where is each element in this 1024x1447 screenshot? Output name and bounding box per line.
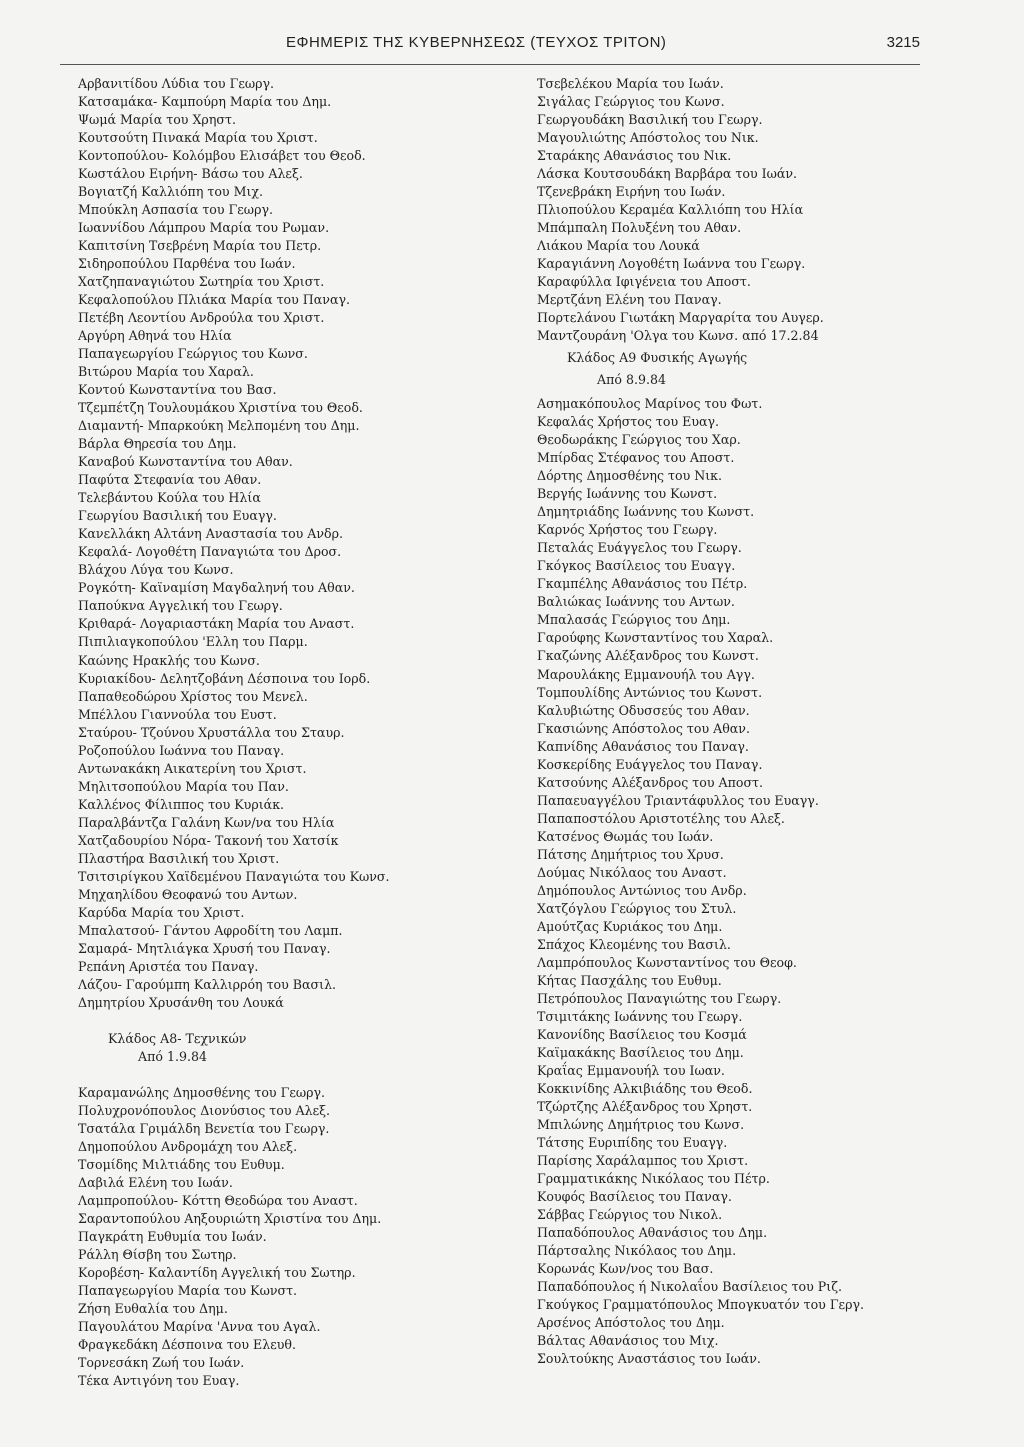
list-item: Γραμματικάκης Νικόλαος του Πέτρ. <box>537 1170 770 1186</box>
list-item: Ρογκότη- Καϊναμίση Μαγδαληνή του Αθαν. <box>78 580 355 596</box>
list-item: Σαραντοπούλου Αηξουριώτη Χριστίνα του Δημ. <box>78 1210 382 1226</box>
list-item: Γεωργίου Βασιλική του Ευαγγ. <box>78 508 277 524</box>
list-item: Καπνίδης Αθανάσιος του Παναγ. <box>537 738 749 754</box>
list-item: Μπιλώνης Δημήτριος του Κωνσ. <box>537 1116 745 1132</box>
right-entries-b <box>537 395 977 1368</box>
list-item: Κατσένος Θωμάς του Ιωάν. <box>537 828 714 844</box>
list-item: Σουλτούκης Αναστάσιος του Ιωάν. <box>537 1351 761 1367</box>
list-item: Κανονίδης Βασίλειος του Κοσμά <box>537 1026 747 1042</box>
list-item: Καναβού Κωνσταντίνα του Αθαν. <box>78 454 293 470</box>
list-item: Βεργής Ιωάννης του Κωνστ. <box>537 486 718 502</box>
list-item: Καώνης Ηρακλής του Κωνσ. <box>78 652 260 668</box>
list-item: Κήτας Πασχάλης του Ευθυμ. <box>537 972 722 988</box>
list-item: Πλαστήρα Βασιλική του Χριστ. <box>78 850 280 866</box>
list-item: Παγκράτη Ευθυμία του Ιωάν. <box>78 1228 267 1244</box>
gazette-title: ΕΦΗΜΕΡΙΣ ΤΗΣ ΚΥΒΕΡΝΗΣΕΩΣ (ΤΕΥΧΟΣ ΤΡΙΤΟΝ) <box>286 34 667 51</box>
list-item: Πεταλάς Ευάγγελος του Γεωργ. <box>537 540 742 556</box>
list-item: Δημόπουλος Αντώνιος του Ανδρ. <box>537 882 747 898</box>
list-item: Παγουλάτου Μαρίνα 'Αννα του Αγαλ. <box>78 1319 321 1335</box>
list-item: Καρύδα Μαρία του Χριστ. <box>78 904 245 920</box>
list-item: Μαγουλιώτης Απόστολος του Νικ. <box>537 130 759 146</box>
list-item: Κριθαρά- Λογαριαστάκη Μαρία του Αναστ. <box>78 616 355 632</box>
list-item: Γκούγκος Γραμματόπουλος Μπογκυατόν του Γεργ. <box>537 1297 865 1313</box>
list-item: Γκόγκος Βασίλειος του Ευαγγ. <box>537 558 736 574</box>
branch-heading-a9: Κλάδος Α9 Φυσικής Αγωγής <box>567 350 748 366</box>
list-item: Μηλιτσοπούλου Μαρία του Παν. <box>78 778 289 794</box>
left-entries-a <box>78 75 518 1012</box>
list-item: Κεφαλάς Χρήστος του Ευαγ. <box>537 414 720 430</box>
list-item: Κορωνάς Κων/νος του Βασ. <box>537 1261 714 1277</box>
list-item: Παραλβάντζα Γαλάνη Κων/να του Ηλία <box>78 814 335 830</box>
list-item: Παρίσης Χαράλαμπος του Χριστ. <box>537 1152 749 1168</box>
list-item: Δόρτης Δημοσθένης του Νικ. <box>537 468 723 484</box>
list-item: Βαλιώκας Ιωάννης του Αντων. <box>537 594 735 610</box>
list-item: Δημητρίου Χρυσάνθη του Λουκά <box>78 994 284 1010</box>
list-item: Πάτσης Δημήτριος του Χρυσ. <box>537 846 724 862</box>
list-item: Καπιτσίνη Τσεβρένη Μαρία του Πετρ. <box>78 238 322 254</box>
list-item: Αρσένος Απόστολος του Δημ. <box>537 1315 725 1331</box>
list-item: Κοκκινίδης Αλκιβιάδης του Θεοδ. <box>537 1080 753 1096</box>
page-number: 3215 <box>886 34 920 51</box>
list-item: Λαμπροπούλου- Κόττη Θεοδώρα του Αναστ. <box>78 1192 358 1208</box>
list-item: Παπαευαγγέλου Τριαντάφυλλος του Ευαγγ. <box>537 792 819 808</box>
list-item: Γεωργουδάκη Βασιλική του Γεωργ. <box>537 112 763 128</box>
list-item: Τσιμιτάκης Ιωάννης του Γεωργ. <box>537 1008 743 1024</box>
list-item: Κοροβέση- Καλαντίδη Αγγελική του Σωτηρ. <box>78 1265 356 1280</box>
list-item: Λάσκα Κουτσουδάκη Βαρβάρα του Ιωάν. <box>537 166 798 182</box>
list-item: Σιδηροπούλου Παρθένα του Ιωάν. <box>78 256 296 272</box>
list-item: Τάτσης Ευριπίδης του Ευαγγ. <box>537 1134 728 1150</box>
list-item: Παπαγεωργίου Γεώργιος του Κωνσ. <box>78 346 308 362</box>
list-item: Κουφός Βασίλειος του Παναγ. <box>537 1188 732 1204</box>
list-item: Αντωνακάκη Αικατερίνη του Χριστ. <box>78 760 307 776</box>
list-item: Τσατάλα Γριμάλδη Βενετία του Γεωργ. <box>78 1120 330 1136</box>
left-column <box>78 75 518 1390</box>
list-item: Αργύρη Αθηνά του Ηλία <box>78 328 232 344</box>
list-item: Δούμας Νικόλαος του Αναστ. <box>537 864 727 880</box>
list-item: Αρβανιτίδου Λύδια του Γεωργ. <box>78 76 275 91</box>
list-item: Τζώρτζης Αλέξανδρος του Χρηστ. <box>537 1098 753 1114</box>
list-item: Μπάμπαλη Πολυξένη του Αθαν. <box>537 220 742 236</box>
list-item: Βάλτας Αθανάσιος του Μιχ. <box>537 1333 719 1349</box>
list-item: Λαμπρόπουλος Κωνσταντίνος του Θεοφ. <box>537 954 797 970</box>
list-item: Τσιτσιρίγκου Χαϊδεμένου Παναγιώτα του Κωνσ. <box>78 868 390 884</box>
list-item: Κατσούνης Αλέξανδρος του Αποστ. <box>537 774 764 790</box>
list-item: Μπαλατσού- Γάντου Αφροδίτη του Λαμπ. <box>78 922 343 938</box>
branch-date-a8: Από 1.9.84 <box>138 1048 208 1064</box>
right-column <box>537 75 977 1368</box>
left-entries-b <box>78 1084 518 1390</box>
list-item: Σάββας Γεώργιος του Νικολ. <box>537 1206 723 1222</box>
list-item: Καλυβιώτης Οδυσσεύς του Αθαν. <box>537 702 750 718</box>
list-item: Ζήση Ευθαλία του Δημ. <box>78 1301 228 1317</box>
right-entries-a <box>537 75 977 345</box>
list-item: Γκαζώνης Αλέξανδρος του Κωνστ. <box>537 648 759 664</box>
list-item: Σπάχος Κλεομένης του Βασιλ. <box>537 936 731 952</box>
list-item: Κανελλάκη Αλτάνη Αναστασία του Ανδρ. <box>78 526 344 542</box>
list-item: Πιπιλιαγκοπούλου 'Ελλη του Παρμ. <box>78 634 308 650</box>
list-item: Σαμαρά- Μητλιάγκα Χρυσή του Παναγ. <box>78 940 331 956</box>
list-item: Λιάκου Μαρία του Λουκά <box>537 238 700 254</box>
list-item: Ψωμά Μαρία του Χρηστ. <box>78 112 236 128</box>
list-item: Πολυχρονόπουλος Διονύσιος του Αλεξ. <box>78 1102 331 1118</box>
list-item: Βλάχου Λύγα του Κωνσ. <box>78 562 234 578</box>
list-item: Θεοδωράκης Γεώργιος του Χαρ. <box>537 432 741 448</box>
list-item: Ράλλη Θίσβη του Σωτηρ. <box>78 1246 237 1262</box>
list-item: Αμούτζας Κυριάκος του Δημ. <box>537 918 723 934</box>
list-item: Κοσκερίδης Ευάγγελος του Παναγ. <box>537 756 763 772</box>
list-item: Γαρούφης Κωνσταντίνος του Χαραλ. <box>537 630 774 646</box>
list-item: Ρεπάνη Αριστέα του Παναγ. <box>78 958 259 974</box>
list-item: Ροζοπούλου Ιωάννα του Παναγ. <box>78 742 285 758</box>
list-item: Κραΐας Εμμανουήλ του Ιωαν. <box>537 1062 725 1078</box>
list-item: Παπαγεωργίου Μαρία του Κωνστ. <box>78 1283 298 1299</box>
list-item: Κουτσούτη Πινακά Μαρία του Χριστ. <box>78 130 318 146</box>
list-item: Τζενεβράκη Ειρήνη του Ιωάν. <box>537 184 726 200</box>
list-item: Τελεβάντου Κούλα του Ηλία <box>78 490 261 506</box>
header-rule <box>60 64 920 65</box>
list-item: Κυριακίδου- Δελητζοβάνη Δέσποινα του Ιορδ. <box>78 670 371 686</box>
list-item: Παπαδόπουλος Αθανάσιος του Δημ. <box>537 1224 768 1240</box>
list-item: Πάρτσαλης Νικόλαος του Δημ. <box>537 1243 737 1258</box>
list-item: Καλλένος Φίλιππος του Κυριάκ. <box>78 796 285 812</box>
list-item: Δημητριάδης Ιωάννης του Κωνστ. <box>537 504 755 520</box>
list-item: Μπίρδας Στέφανος του Αποστ. <box>537 450 735 466</box>
list-item: Παπούκνα Αγγελική του Γεωργ. <box>78 598 283 614</box>
list-item: Καρνός Χρήστος του Γεωργ. <box>537 522 718 538</box>
list-item: Παπαδόπουλος ή Νικολαΐου Βασίλειος του Ριζ. <box>537 1279 843 1295</box>
branch-heading-a8: Κλάδος Α8- Τεχνικών <box>108 1030 247 1046</box>
list-item: Λάζου- Γαρούμπη Καλλιρρόη του Βασιλ. <box>78 976 337 992</box>
list-item: Χατζηπαναγιώτου Σωτηρία του Χριστ. <box>78 274 325 290</box>
list-item: Βογιατζή Καλλιόπη του Μιχ. <box>78 184 264 200</box>
list-item: Κατσαμάκα- Καμπούρη Μαρία του Δημ. <box>78 94 332 110</box>
page-header <box>78 34 920 56</box>
list-item: Πορτελάνου Γιωτάκη Μαργαρίτα του Αυγερ. <box>537 310 824 326</box>
list-item: Μπαλασάς Γεώργιος του Δημ. <box>537 612 731 628</box>
list-item: Διαμαντή- Μπαρκούκη Μελπομένη του Δημ. <box>78 418 360 434</box>
list-item: Τζεμπέτζη Τουλουμάκου Χριστίνα του Θεοδ. <box>78 400 363 416</box>
list-item: Μπούκλη Ασπασία του Γεωργ. <box>78 202 274 218</box>
list-item: Κεφαλά- Λογοθέτη Παναγιώτα του Δροσ. <box>78 544 342 560</box>
list-item: Κεφαλοπούλου Πλιάκα Μαρία του Παναγ. <box>78 292 350 308</box>
list-item: Κοντοπούλου- Κολόμβου Ελισάβετ του Θεοδ. <box>78 148 366 164</box>
list-item: Σιγάλας Γεώργιος του Κωνσ. <box>537 94 725 110</box>
list-item: Μαντζουράνη 'Ολγα του Κωνσ. από 17.2.84 <box>537 328 819 344</box>
branch-date-a9: Από 8.9.84 <box>597 372 667 388</box>
list-item: Μηχαηλίδου Θεοφανώ του Αντων. <box>78 886 298 902</box>
list-item: Γκασιώνης Απόστολος του Αθαν. <box>537 720 750 736</box>
list-item: Βιτώρου Μαρία του Χαραλ. <box>78 364 254 380</box>
list-item: Τέκα Αντιγόνη του Ευαγ. <box>78 1373 240 1389</box>
list-item: Τσεβελέκου Μαρία του Ιωάν. <box>537 76 724 91</box>
list-item: Τορνεσάκη Ζωή του Ιωάν. <box>78 1355 245 1371</box>
list-item: Φραγκεδάκη Δέσποινα του Ελευθ. <box>78 1337 296 1353</box>
list-item: Καραγιάννη Λογοθέτη Ιωάννα του Γεωργ. <box>537 256 806 272</box>
list-item: Ιωαννίδου Λάμπρου Μαρία του Ρωμαν. <box>78 220 330 236</box>
list-item: Σταράκης Αθανάσιος του Νικ. <box>537 148 732 164</box>
list-item: Παπαποστόλου Αριστοτέλης του Αλεξ. <box>537 810 785 826</box>
list-item: Κωστάλου Ειρήνη- Βάσω του Αλεξ. <box>78 166 303 182</box>
list-item: Ασημακόπουλος Μαρίνος του Φωτ. <box>537 396 763 412</box>
list-item: Καραμανώλης Δημοσθένης του Γεωργ. <box>78 1084 326 1100</box>
list-item: Μαρουλάκης Εμμανουήλ του Αγγ. <box>537 666 755 682</box>
list-item: Πετρόπουλος Παναγιώτης του Γεωργ. <box>537 990 782 1006</box>
list-item: Τσομίδης Μιλτιάδης του Ευθυμ. <box>78 1156 285 1172</box>
list-item: Χατζαδουρίου Νόρα- Τακονή του Χατσίκ <box>78 832 339 848</box>
list-item: Τομπουλίδης Αντώνιος του Κωνστ. <box>537 684 763 700</box>
list-item: Σταύρου- Τζούνου Χρυστάλλα του Σταυρ. <box>78 724 345 740</box>
list-item: Καραφύλλα Ιφιγένεια του Αποστ. <box>537 274 751 290</box>
list-item: Μπέλλου Γιαννούλα του Ευστ. <box>78 706 277 722</box>
list-item: Παφύτα Στεφανία του Αθαν. <box>78 472 262 488</box>
list-item: Βάρλα Θηρεσία του Δημ. <box>78 436 237 452</box>
list-item: Χατζόγλου Γεώργιος του Στυλ. <box>537 900 737 916</box>
list-item: Κοντού Κωνσταντίνα του Βασ. <box>78 382 277 398</box>
list-item: Δημοπούλου Ανδρομάχη του Αλεξ. <box>78 1138 298 1154</box>
list-item: Πετέβη Λεοντίου Ανδρούλα του Χριστ. <box>78 310 325 326</box>
list-item: Πλιοπούλου Κεραμέα Καλλιόπη του Ηλία <box>537 202 804 218</box>
list-item: Μερτζάνη Ελένη του Παναγ. <box>537 292 722 308</box>
list-item: Γκαμπέλης Αθανάσιος του Πέτρ. <box>537 576 748 592</box>
list-item: Δαβιλά Ελένη του Ιωάν. <box>78 1174 233 1190</box>
list-item: Καϊμακάκης Βασίλειος του Δημ. <box>537 1044 744 1060</box>
list-item: Παπαθεοδώρου Χρίστος του Μενελ. <box>78 688 308 704</box>
